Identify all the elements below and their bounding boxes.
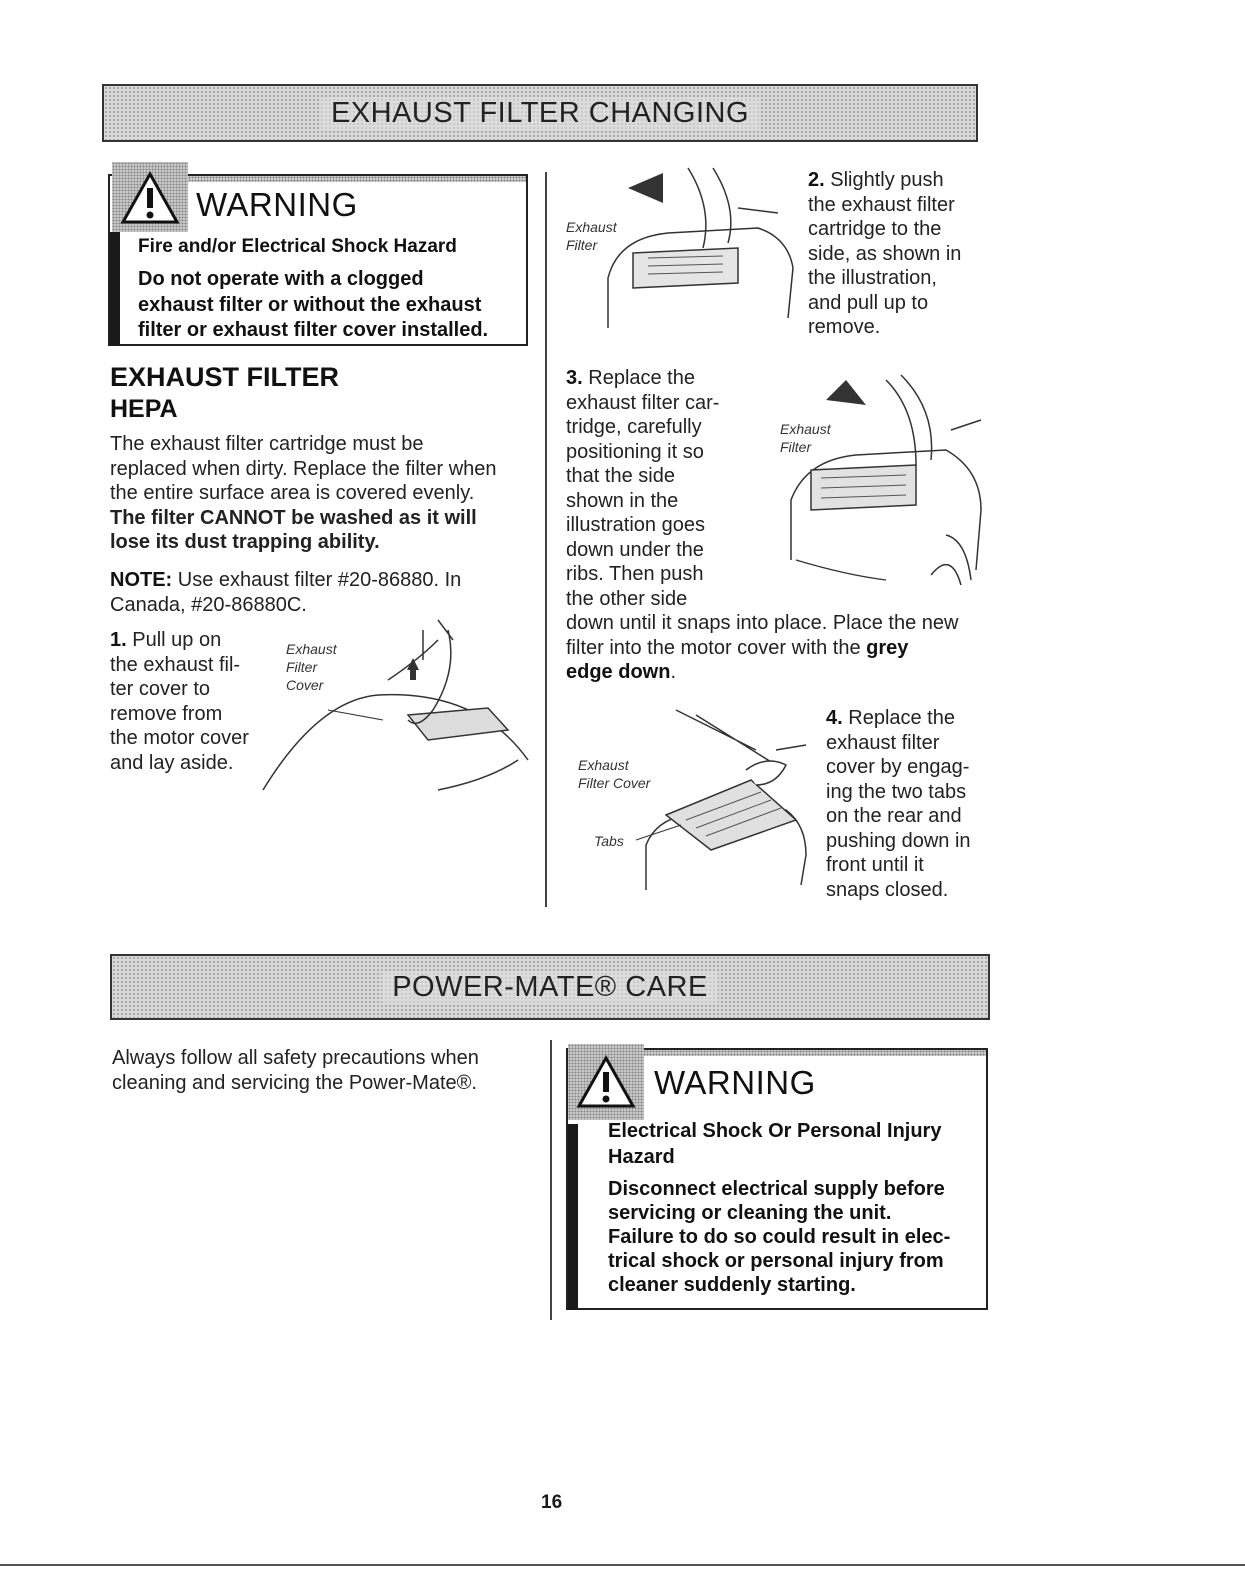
step-line: and pull up to	[808, 291, 929, 314]
step-line: the motor cover	[110, 727, 249, 749]
step-line: ing the two tabs	[826, 780, 967, 803]
warning-title: WARNING	[654, 1064, 816, 1101]
warning-line: Disconnect electrical supply before	[608, 1178, 945, 1200]
step-line: illustration goes	[566, 514, 705, 536]
step-line: down until it snaps into place. Place the new	[566, 612, 959, 634]
step-line: cover by engag-	[826, 756, 970, 778]
warning-line: Failure to do so could result in elec-	[608, 1226, 951, 1248]
intro-line: cleaning and servicing the Power-Mate®.	[112, 1071, 477, 1094]
step-line: tridge, carefully	[566, 416, 702, 438]
paragraph-line: replaced when dirty. Replace the filter when	[110, 457, 497, 480]
step-bold: grey	[866, 636, 909, 659]
fig4-label-tabs: Tabs	[594, 833, 624, 849]
step-line: the illustration,	[808, 267, 937, 289]
filter-cover-illustration	[258, 620, 538, 800]
step-line: cartridge to the	[808, 218, 942, 240]
warning-line-1: Do not operate with a clogged	[138, 268, 424, 290]
fig-label-line: Exhaust	[566, 219, 617, 235]
warning-triangle-icon	[120, 170, 180, 226]
intro-line: Always follow all safety precautions when	[112, 1047, 479, 1069]
bottom-rule	[0, 1564, 1245, 1566]
step-line: .	[670, 661, 677, 683]
fig-label-line: Filter	[780, 439, 812, 455]
note-line: Canada, #20-86880C.	[110, 593, 307, 616]
paragraph-line: The exhaust filter cartridge must be	[110, 433, 424, 455]
note-line: Use exhaust filter #20-86880. In	[177, 569, 462, 591]
step-line: the exhaust filter	[808, 193, 955, 216]
warning-triangle-icon	[576, 1054, 636, 1110]
warning-hazard-line: Electrical Shock Or Personal Injury	[608, 1120, 942, 1142]
warning-top-bar	[158, 176, 526, 182]
step-line: Replace the	[848, 707, 955, 729]
paragraph-line: the entire surface area is covered evenly.	[110, 482, 475, 504]
warning-left-bar	[568, 1124, 578, 1310]
warning-title: WARNING	[196, 186, 358, 223]
step-line: the other side	[566, 587, 688, 610]
fig-label-line: Filter	[566, 237, 598, 253]
step-number: 2.	[808, 169, 825, 191]
warning-top-bar	[616, 1050, 986, 1056]
fig-label-line: Exhaust	[780, 421, 831, 437]
step-4-text	[826, 706, 996, 902]
exhaust-filter-paragraph	[110, 432, 530, 555]
warning-box-fire	[108, 174, 528, 346]
warning-box-electrical	[566, 1048, 988, 1310]
exhaust-filter-replace-illustration	[786, 370, 986, 590]
step-line: side, as shown in	[808, 242, 962, 265]
step-line: filter into the motor cover with the	[566, 636, 861, 659]
paragraph-bold-line: The filter CANNOT be washed as it will	[110, 506, 477, 529]
warning-line-2: exhaust filter or without the exhaust	[138, 294, 482, 316]
step-line: Pull up on	[132, 629, 222, 651]
exhaust-filter-heading: EXHAUST FILTER	[110, 362, 339, 392]
section-banner-power-mate-care	[110, 954, 990, 1020]
page-number: 16	[541, 1492, 563, 1513]
column-divider	[545, 172, 547, 907]
banner-title: POWER-MATE® CARE	[382, 971, 718, 1004]
step-line: pushing down in	[826, 829, 971, 852]
step-bold: edge down	[566, 661, 671, 683]
warning-line: trical shock or personal injury from	[608, 1250, 944, 1272]
fig-label-line: Exhaust	[286, 641, 337, 657]
step-line: positioning it so	[566, 440, 704, 463]
step-1-text	[110, 628, 270, 775]
step-line: exhaust filter	[826, 731, 940, 754]
fig-label-line: Filter Cover	[578, 775, 651, 791]
warning-line: servicing or cleaning the unit.	[608, 1202, 892, 1224]
paragraph-bold-line: lose its dust trapping ability.	[110, 531, 380, 553]
exhaust-filter-remove-illustration	[588, 168, 808, 338]
step-line: and lay aside.	[110, 751, 234, 774]
warning-icon-block	[112, 162, 188, 232]
step-line: down under the	[566, 538, 704, 561]
power-mate-intro	[112, 1046, 532, 1095]
warning-line: cleaner suddenly starting.	[608, 1274, 856, 1296]
step-line: the exhaust fil-	[110, 653, 241, 676]
step-number: 4.	[826, 707, 843, 729]
step-line: that the side	[566, 465, 675, 487]
warning-hazard-line: Hazard	[608, 1146, 675, 1168]
step-line: remove.	[808, 316, 881, 338]
column-divider	[550, 1040, 552, 1320]
note-label: NOTE:	[110, 569, 173, 591]
step-number: 3.	[566, 367, 583, 389]
step-line: exhaust filter car-	[566, 391, 720, 414]
section-banner-exhaust-filter-changing	[102, 84, 978, 142]
warning-left-bar	[110, 232, 120, 346]
step-line: on the rear and	[826, 805, 962, 827]
warning-hazard: Fire and/or Electrical Shock Hazard	[138, 236, 457, 257]
step-line: ribs. Then push	[566, 563, 704, 585]
fig-label-line: Exhaust	[578, 757, 629, 773]
warning-line-3: filter or exhaust filter cover installed.	[138, 319, 489, 341]
step-line: remove from	[110, 702, 223, 725]
step-line: Slightly push	[830, 169, 944, 191]
step-line: front until it	[826, 854, 924, 876]
fig-label-line: Cover	[286, 677, 324, 693]
fig-label-line: Filter	[286, 659, 318, 675]
step-2-text	[808, 168, 998, 340]
filter-cover-replace-illustration	[626, 710, 816, 900]
step-number: 1.	[110, 629, 127, 651]
warning-icon-block	[568, 1044, 644, 1120]
step-line: Replace the	[588, 367, 695, 389]
hepa-subheading: HEPA	[110, 395, 178, 423]
note-paragraph	[110, 568, 530, 617]
step-line: shown in the	[566, 489, 679, 512]
banner-title: EXHAUST FILTER CHANGING	[321, 97, 759, 130]
step-line: snaps closed.	[826, 878, 949, 901]
step-line: ter cover to	[110, 678, 211, 700]
